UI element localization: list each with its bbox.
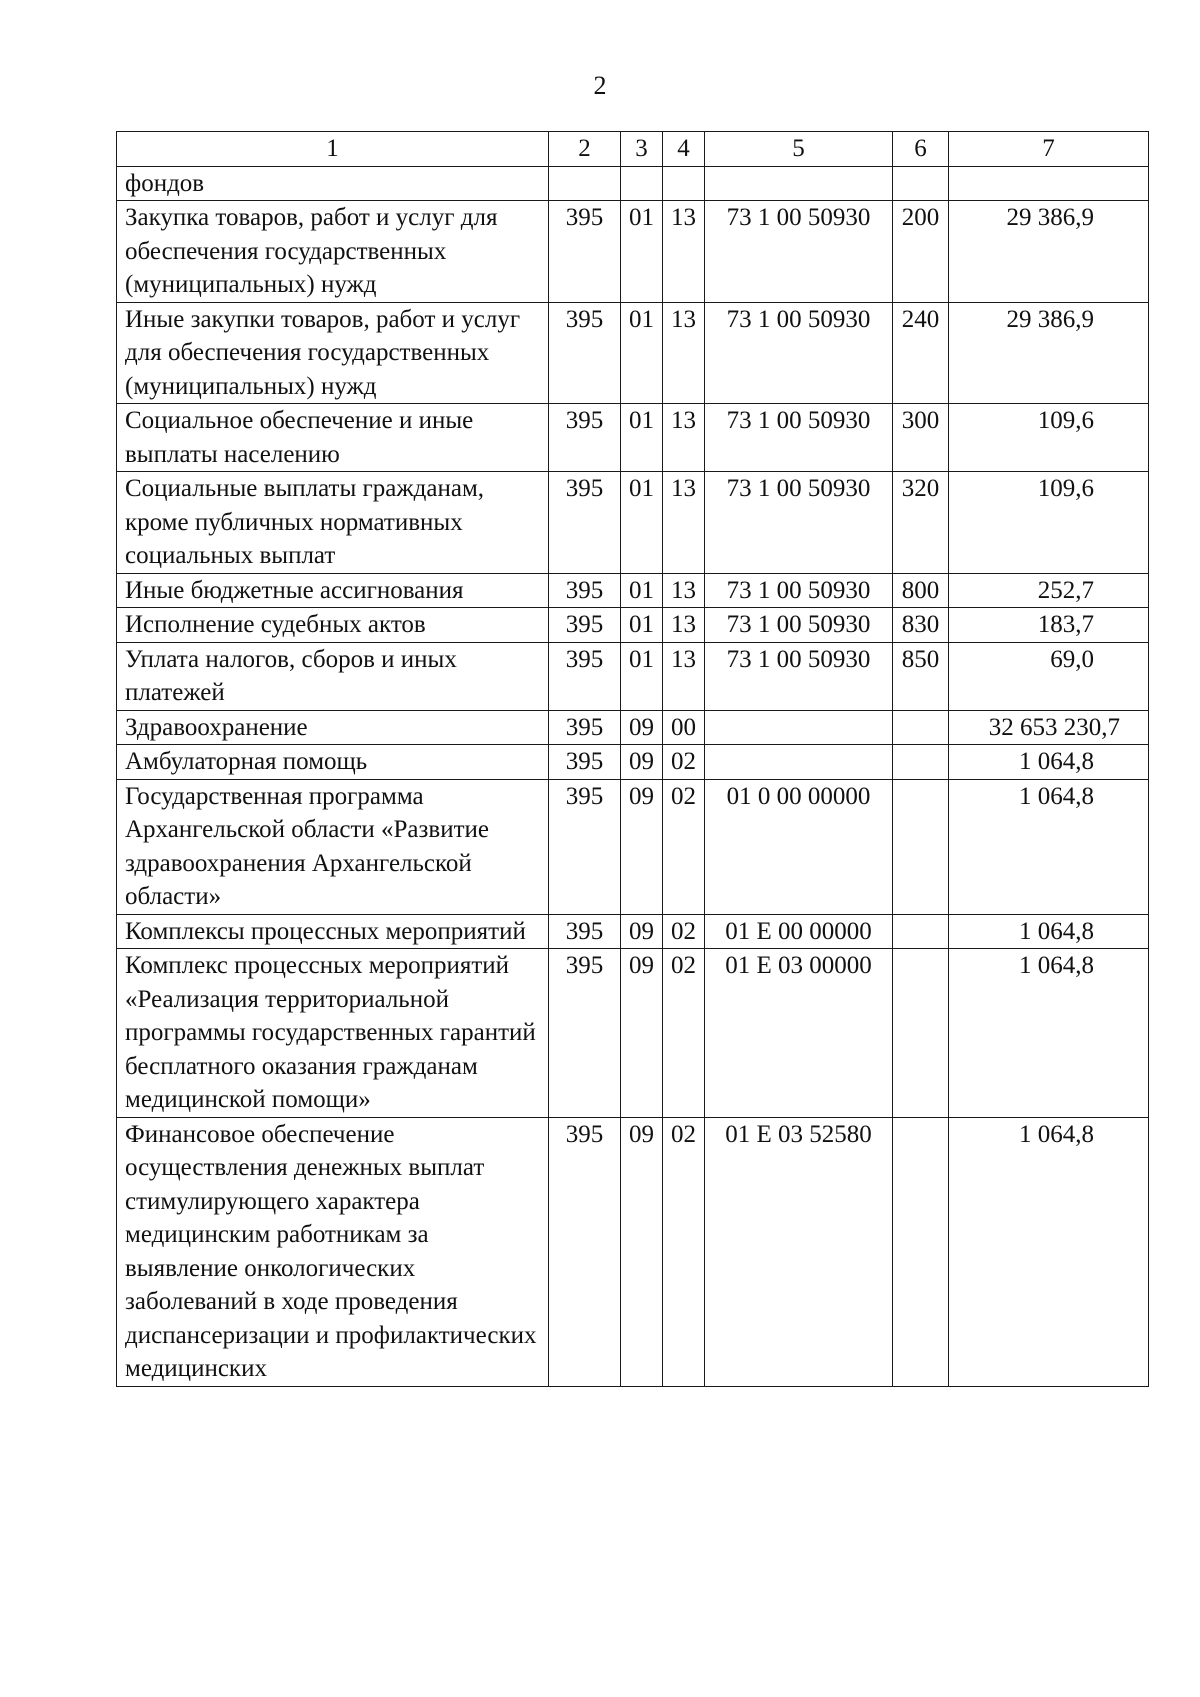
code-admin: 395 xyxy=(549,472,621,574)
code-target: 73 1 00 50930 xyxy=(705,201,893,303)
budget-table xyxy=(116,131,1149,1387)
code-section: 09 xyxy=(621,745,663,780)
code-section: 01 xyxy=(621,302,663,404)
code-section: 01 xyxy=(621,404,663,472)
code-subsection: 13 xyxy=(663,201,705,303)
item-name: Амбулаторная помощь xyxy=(117,745,549,780)
table-row xyxy=(117,201,1149,303)
code-expense-type: 200 xyxy=(893,201,949,303)
code-admin: 395 xyxy=(549,404,621,472)
item-name: Иные закупки товаров, работ и услуг для обеспечения государственных (муниципальных) нужд xyxy=(117,302,549,404)
table-row xyxy=(117,302,1149,404)
item-name: Комплексы процессных мероприятий xyxy=(117,914,549,949)
table-row xyxy=(117,710,1149,745)
code-target xyxy=(705,745,893,780)
amount: 109,6 xyxy=(949,404,1149,472)
table-row xyxy=(117,779,1149,914)
code-section: 01 xyxy=(621,472,663,574)
amount: 1 064,8 xyxy=(949,949,1149,1118)
table-row xyxy=(117,404,1149,472)
code-subsection: 13 xyxy=(663,608,705,643)
code-section: 01 xyxy=(621,573,663,608)
code-admin: 395 xyxy=(549,1117,621,1386)
column-header: 7 xyxy=(949,132,1149,167)
code-expense-type: 850 xyxy=(893,642,949,710)
code-section: 09 xyxy=(621,914,663,949)
table-row xyxy=(117,573,1149,608)
code-subsection: 13 xyxy=(663,573,705,608)
code-subsection: 13 xyxy=(663,472,705,574)
item-name: Закупка товаров, работ и услуг для обеспечения государственных (муниципальных) нужд xyxy=(117,201,549,303)
code-admin: 395 xyxy=(549,573,621,608)
item-name: Комплекс процессных мероприятий «Реализация территориальной программы государственных гарантий бесплатного оказания гражданам медицинской помощи» xyxy=(117,949,549,1118)
column-header: 6 xyxy=(893,132,949,167)
item-name: Социальное обеспечение и иные выплаты населению xyxy=(117,404,549,472)
amount: 109,6 xyxy=(949,472,1149,574)
amount xyxy=(949,166,1149,201)
code-target: 73 1 00 50930 xyxy=(705,472,893,574)
amount: 1 064,8 xyxy=(949,779,1149,914)
code-expense-type xyxy=(893,745,949,780)
code-admin: 395 xyxy=(549,201,621,303)
item-name: Иные бюджетные ассигнования xyxy=(117,573,549,608)
code-admin: 395 xyxy=(549,642,621,710)
code-target: 01 Е 03 00000 xyxy=(705,949,893,1118)
code-target xyxy=(705,166,893,201)
code-expense-type: 300 xyxy=(893,404,949,472)
column-header: 5 xyxy=(705,132,893,167)
table-row xyxy=(117,166,1149,201)
item-name: Исполнение судебных актов xyxy=(117,608,549,643)
code-subsection: 02 xyxy=(663,1117,705,1386)
item-name: Уплата налогов, сборов и иных платежей xyxy=(117,642,549,710)
code-admin: 395 xyxy=(549,302,621,404)
code-expense-type xyxy=(893,914,949,949)
code-target: 73 1 00 50930 xyxy=(705,642,893,710)
amount: 183,7 xyxy=(949,608,1149,643)
table-row xyxy=(117,608,1149,643)
code-admin: 395 xyxy=(549,710,621,745)
item-name: Социальные выплаты гражданам, кроме публичных нормативных социальных выплат xyxy=(117,472,549,574)
header-row xyxy=(117,132,1149,167)
code-target: 01 Е 03 52580 xyxy=(705,1117,893,1386)
code-subsection xyxy=(663,166,705,201)
item-name: Здравоохранение xyxy=(117,710,549,745)
code-expense-type xyxy=(893,1117,949,1386)
item-name: Государственная программа Архангельской области «Развитие здравоохранения Архангельской области» xyxy=(117,779,549,914)
code-subsection: 13 xyxy=(663,302,705,404)
item-name: фондов xyxy=(117,166,549,201)
code-subsection: 00 xyxy=(663,710,705,745)
code-expense-type xyxy=(893,949,949,1118)
code-section: 01 xyxy=(621,642,663,710)
table-row xyxy=(117,1117,1149,1386)
code-admin: 395 xyxy=(549,745,621,780)
table-row xyxy=(117,472,1149,574)
code-subsection: 02 xyxy=(663,914,705,949)
table-row xyxy=(117,642,1149,710)
code-section: 09 xyxy=(621,779,663,914)
column-header: 2 xyxy=(549,132,621,167)
code-target: 73 1 00 50930 xyxy=(705,302,893,404)
code-subsection: 13 xyxy=(663,404,705,472)
table-row xyxy=(117,745,1149,780)
table-row xyxy=(117,914,1149,949)
code-target: 73 1 00 50930 xyxy=(705,573,893,608)
code-target xyxy=(705,710,893,745)
code-section xyxy=(621,166,663,201)
column-header: 1 xyxy=(117,132,549,167)
code-subsection: 13 xyxy=(663,642,705,710)
amount: 69,0 xyxy=(949,642,1149,710)
code-admin: 395 xyxy=(549,914,621,949)
table-row xyxy=(117,949,1149,1118)
item-name: Финансовое обеспечение осуществления денежных выплат стимулирующего характера медицинским работникам за выявление онкологических заболеваний в ходе проведения диспансеризации и профилактических медицинских xyxy=(117,1117,549,1386)
code-section: 09 xyxy=(621,1117,663,1386)
code-admin: 395 xyxy=(549,779,621,914)
code-expense-type: 320 xyxy=(893,472,949,574)
code-section: 09 xyxy=(621,710,663,745)
code-subsection: 02 xyxy=(663,745,705,780)
column-header: 4 xyxy=(663,132,705,167)
code-expense-type: 240 xyxy=(893,302,949,404)
amount: 1 064,8 xyxy=(949,1117,1149,1386)
amount: 32 653 230,7 xyxy=(949,710,1149,745)
code-admin: 395 xyxy=(549,608,621,643)
amount: 29 386,9 xyxy=(949,302,1149,404)
code-target: 73 1 00 50930 xyxy=(705,608,893,643)
code-subsection: 02 xyxy=(663,779,705,914)
code-expense-type: 800 xyxy=(893,573,949,608)
page-number: 2 xyxy=(593,71,607,100)
amount: 29 386,9 xyxy=(949,201,1149,303)
column-header: 3 xyxy=(621,132,663,167)
code-expense-type xyxy=(893,779,949,914)
code-admin xyxy=(549,166,621,201)
code-expense-type: 830 xyxy=(893,608,949,643)
code-admin: 395 xyxy=(549,949,621,1118)
code-section: 01 xyxy=(621,201,663,303)
amount: 252,7 xyxy=(949,573,1149,608)
code-target: 01 0 00 00000 xyxy=(705,779,893,914)
amount: 1 064,8 xyxy=(949,914,1149,949)
code-subsection: 02 xyxy=(663,949,705,1118)
code-target: 01 Е 00 00000 xyxy=(705,914,893,949)
code-section: 01 xyxy=(621,608,663,643)
code-target: 73 1 00 50930 xyxy=(705,404,893,472)
amount: 1 064,8 xyxy=(949,745,1149,780)
code-expense-type xyxy=(893,166,949,201)
code-expense-type xyxy=(893,710,949,745)
code-section: 09 xyxy=(621,949,663,1118)
